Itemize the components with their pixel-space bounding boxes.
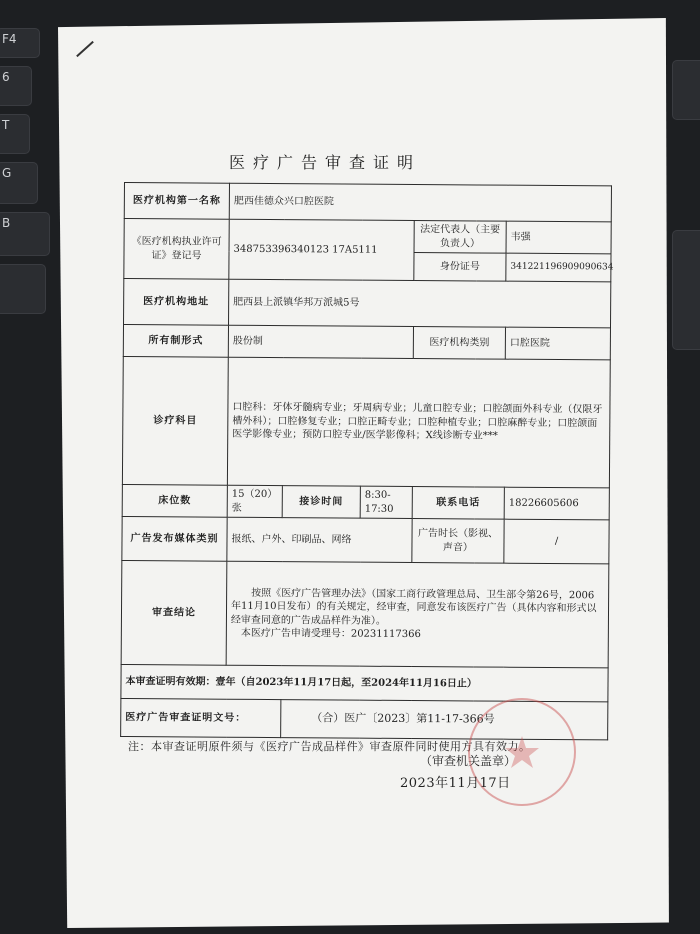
keyboard-key: [0, 264, 46, 314]
institution-name-value: 肥西佳德众兴口腔医院: [229, 183, 611, 222]
table-row: [122, 356, 610, 487]
certificate-number-value: （合）医广〔2023〕第11-17-366号: [281, 700, 608, 740]
signature-organization: （审查机关盖章）: [420, 754, 517, 768]
address-value: 肥西县上派镇华邦万派城5号: [229, 279, 611, 328]
application-number: 本医疗广告申请受理号：20231117366: [240, 627, 421, 641]
validity-period: 本审查证明有效期：壹年（自2023年11月17日起，至2024年11月16日止）: [121, 664, 608, 701]
address-label: 医疗机构地址: [124, 279, 229, 326]
legal-rep-label: 法定代表人（主要负责人）: [414, 221, 506, 254]
keyboard-key: F4: [0, 28, 40, 58]
ad-duration-value: /: [504, 519, 609, 564]
media-type-label: 广告发布媒体类别: [122, 516, 227, 561]
review-conclusion-text: 按照《医疗广告管理办法》（国家工商行政管理总局、卫生部令第26号，2006年11月10日发布）的有关规定，经审查，同意发布该医疗广告（具体内容和形式以经审查同意的广告成品样件为准）。: [230, 587, 597, 627]
institution-type-label: 医疗机构类别: [413, 327, 505, 360]
hours-value: 8:30-17:30: [360, 486, 412, 518]
ad-duration-label: 广告时长（影视、声音）: [412, 519, 504, 564]
certificate-number-label: 医疗广告审查证明文号：: [121, 698, 281, 737]
phone-label: 联系电话: [412, 487, 504, 520]
document-title: 医疗广告审查证明: [228, 153, 421, 172]
table-row: [121, 560, 609, 667]
keyboard-key: [672, 230, 700, 350]
ownership-value: 股份制: [228, 325, 413, 358]
id-number-value: 341221196909090634: [506, 253, 611, 282]
table-row: [123, 325, 610, 360]
institution-name-label: 医疗机构第一名称: [124, 183, 229, 220]
table-row: [122, 484, 609, 519]
media-type-value: 报纸、户外、印刷品、网络: [227, 517, 412, 562]
keyboard-key: B: [0, 212, 50, 256]
keyboard-key: [672, 60, 700, 120]
table-row: [124, 219, 611, 254]
table-row: [124, 183, 611, 222]
review-conclusion-label: 审查结论: [121, 560, 227, 665]
certificate-table: [120, 182, 612, 740]
license-number-label: 《医疗机构执业许可证》登记号: [124, 219, 229, 280]
footnote: 注：本审查证明原件须与《医疗广告成品样件》审查原件同时使用方具有效力。: [128, 740, 531, 753]
bed-count-value: 15（20）张: [227, 485, 282, 517]
keyboard-key: T: [0, 114, 30, 154]
institution-type-value: 口腔医院: [505, 327, 610, 360]
license-number-value: 348753396340123 17A5111: [229, 219, 414, 280]
table-row: [124, 279, 611, 328]
signature-date: 2023年11月17日: [400, 776, 511, 791]
keyboard-key: 6: [0, 66, 32, 106]
review-conclusion-cell: [226, 561, 609, 668]
departments-value: 口腔科：牙体牙髓病专业；牙周病专业；儿童口腔专业；口腔颌面外科专业（仅限牙槽外科）；口腔修复专业；口腔正畸专业；口腔种植专业；口腔麻醉专业；口腔颌面医学影像专业；预防口腔专业/医学影像科；X线诊断专业***: [227, 357, 610, 488]
id-number-label: 身份证号: [414, 253, 506, 282]
departments-label: 诊疗科目: [122, 356, 228, 485]
legal-rep-value: 韦强: [506, 221, 611, 254]
ownership-label: 所有制形式: [123, 325, 228, 358]
bed-count-label: 床位数: [122, 484, 227, 517]
table-row: [122, 516, 609, 563]
phone-value: 18226605606: [504, 487, 609, 520]
hours-label: 接诊时间: [282, 486, 360, 519]
table-row: [121, 664, 608, 701]
keyboard-key: G: [0, 162, 38, 204]
